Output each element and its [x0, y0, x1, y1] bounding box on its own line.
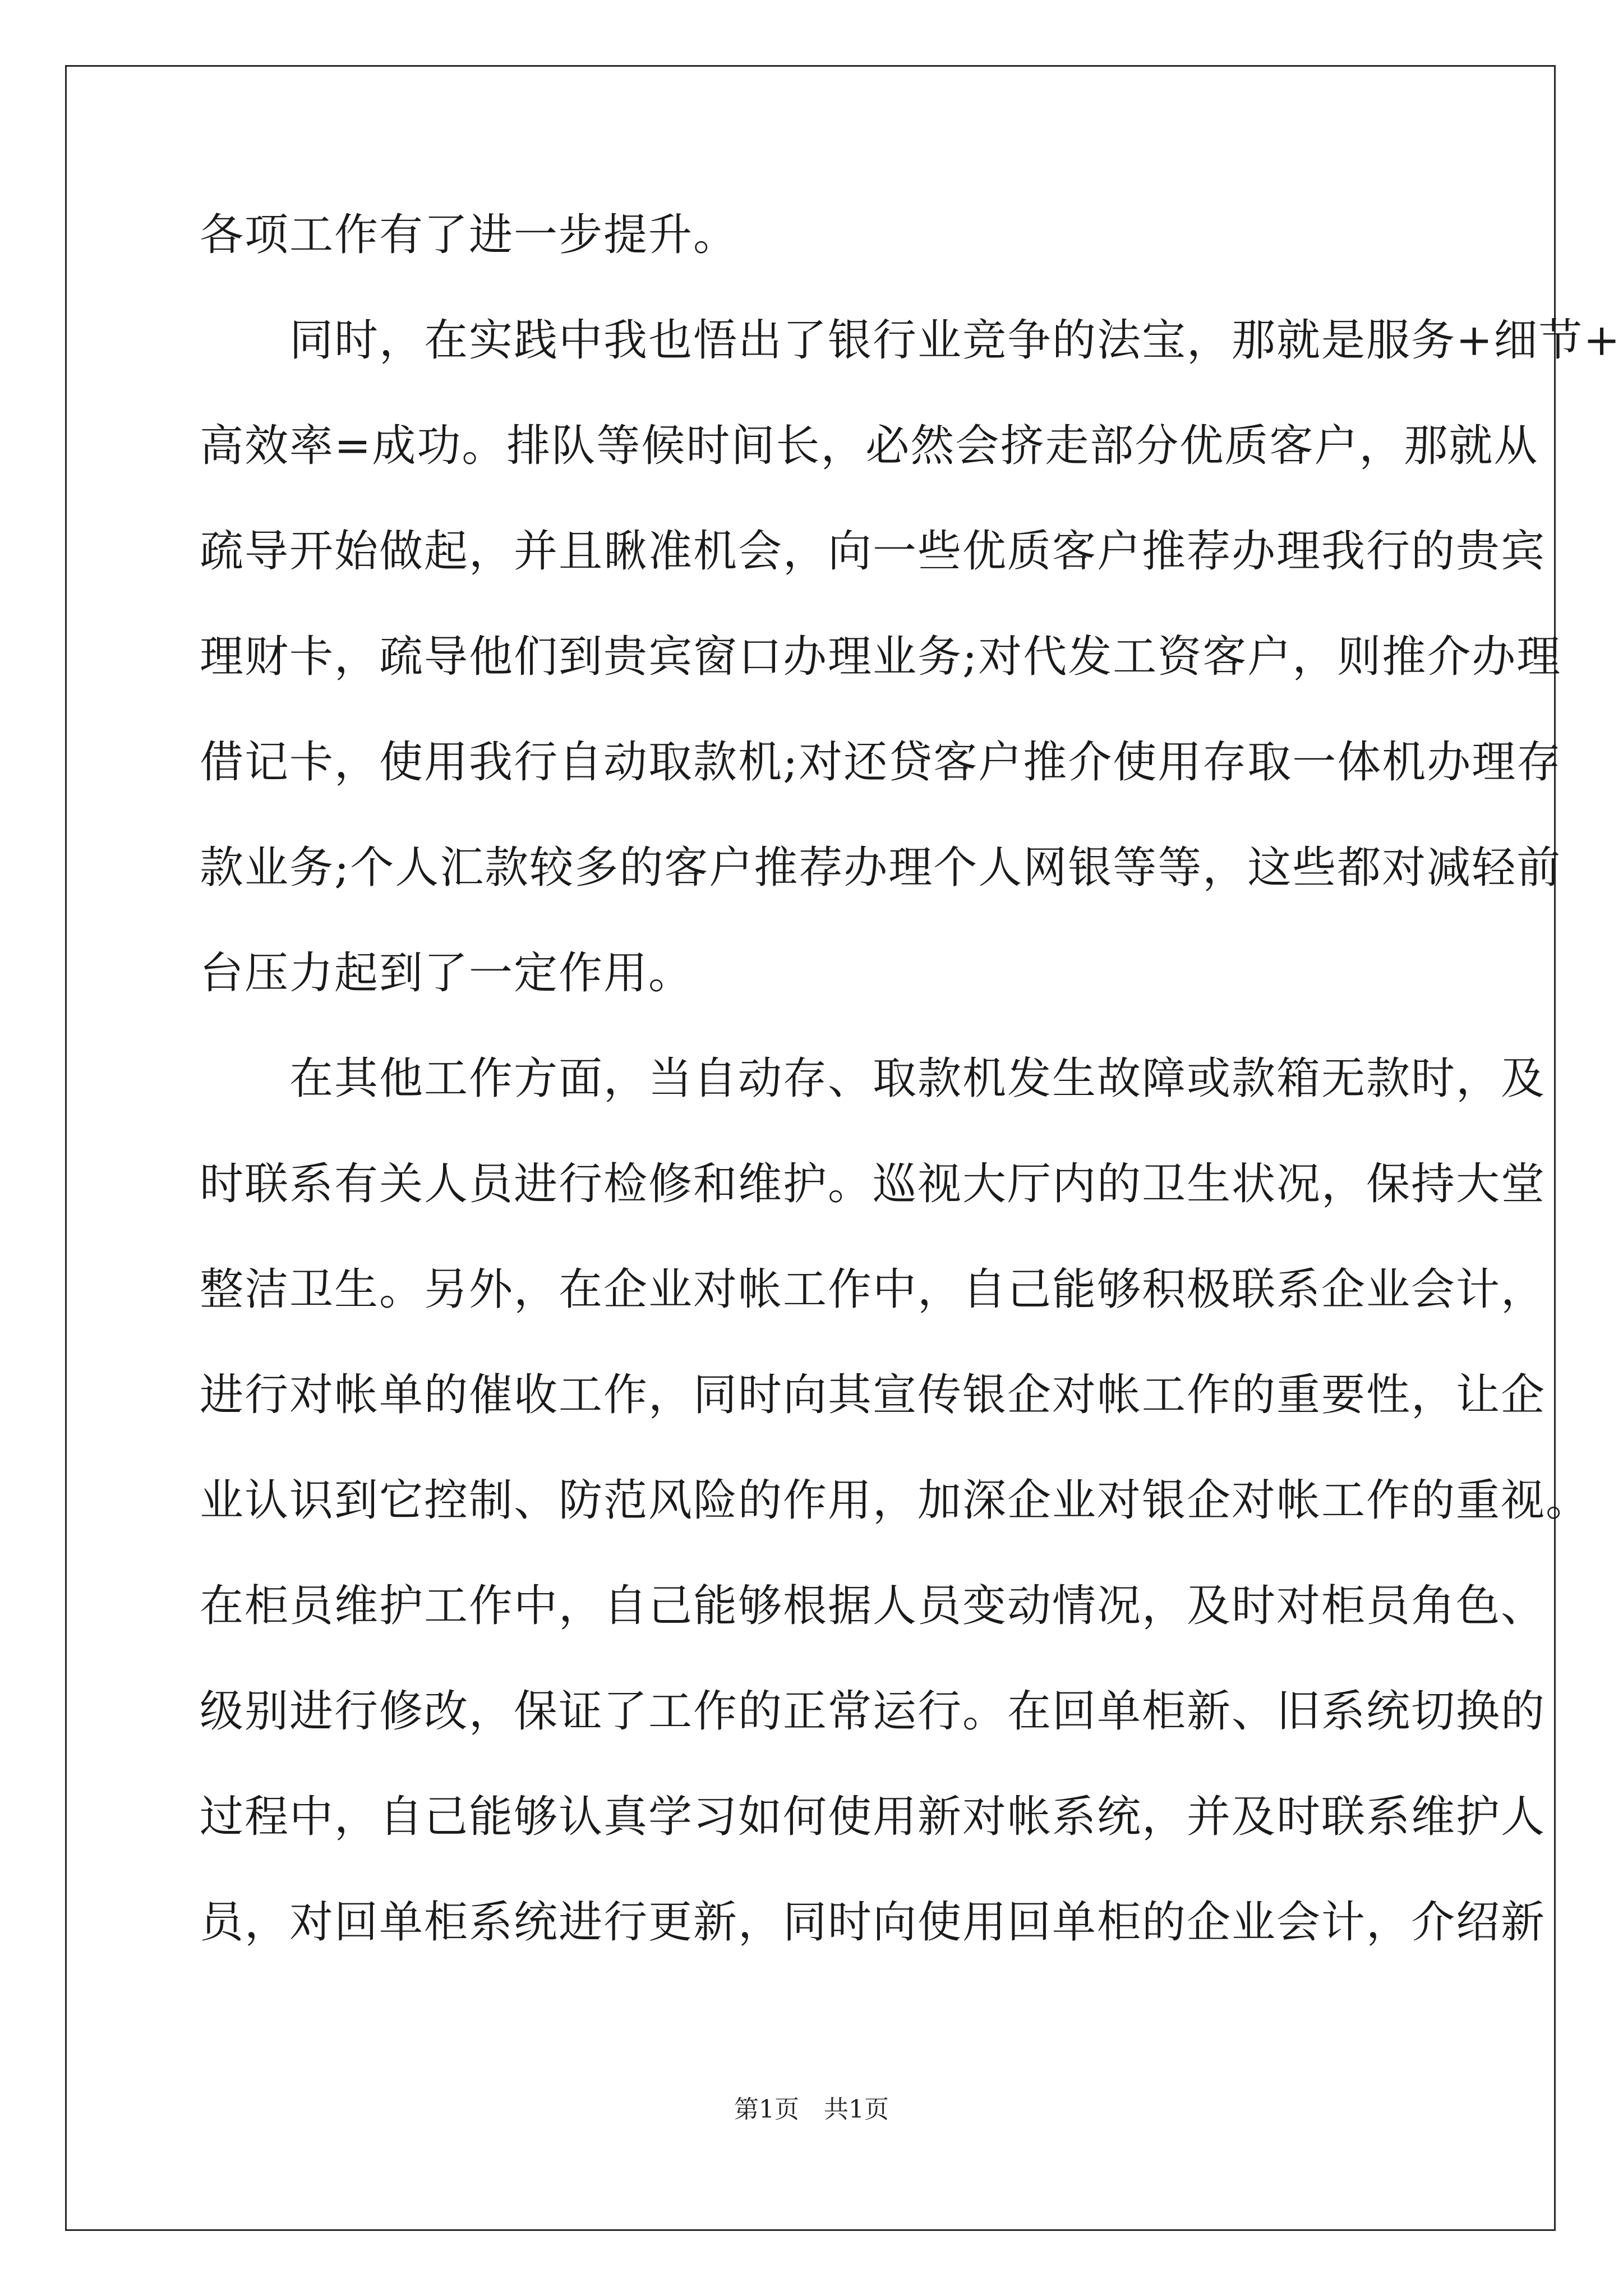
text-line: 级别进行修改，保证了工作的正常运行。在回单柜新、旧系统切换的 — [200, 1686, 1546, 1737]
text-line: 整洁卫生。另外，在企业对帐工作中，自己能够积极联系企业会计， — [200, 1264, 1546, 1315]
text-line: 在其他工作方面，当自动存、取款机发生故障或款箱无款时，及 — [200, 1053, 1546, 1104]
text-line: 理财卡，疏导他们到贵宾窗口办理业务;对代发工资客户，则推介办理 — [200, 632, 1562, 682]
text-line: 在柜员维护工作中，自己能够根据人员变动情况，及时对柜员角色、 — [200, 1581, 1546, 1631]
text-line: 疏导开始做起，并且瞅准机会，向一些优质客户推荐办理我行的贵宾 — [200, 526, 1546, 577]
page-number-footer: 第1页 共1页 — [734, 2095, 889, 2124]
text-line: 高效率=成功。排队等候时间长，必然会挤走部分优质客户，那就从 — [200, 421, 1539, 471]
text-line: 台压力起到了一定作用。 — [200, 948, 694, 999]
text-line: 同时，在实践中我也悟出了银行业竞争的法宝，那就是服务+细节+ — [200, 315, 1621, 366]
text-line: 借记卡，使用我行自动取款机;对还贷客户推介使用存取一体机办理存 — [200, 737, 1562, 788]
text-line: 过程中，自己能够认真学习如何使用新对帐系统，并及时联系维护人 — [200, 1792, 1546, 1842]
text-line: 员，对回单柜系统进行更新，同时向使用回单柜的企业会计，介绍新 — [200, 1897, 1546, 1948]
text-line: 进行对帐单的催收工作，同时向其宣传银企对帐工作的重要性，让企 — [200, 1370, 1546, 1420]
text-line: 各项工作有了进一步提升。 — [200, 210, 739, 260]
text-line: 款业务;个人汇款较多的客户推荐办理个人网银等等，这些都对减轻前 — [200, 843, 1562, 893]
text-line: 业认识到它控制、防范风险的作用，加深企业对银企对帐工作的重视。 — [200, 1475, 1591, 1526]
text-line: 时联系有关人员进行检修和维护。巡视大厅内的卫生状况，保持大堂 — [200, 1159, 1546, 1209]
